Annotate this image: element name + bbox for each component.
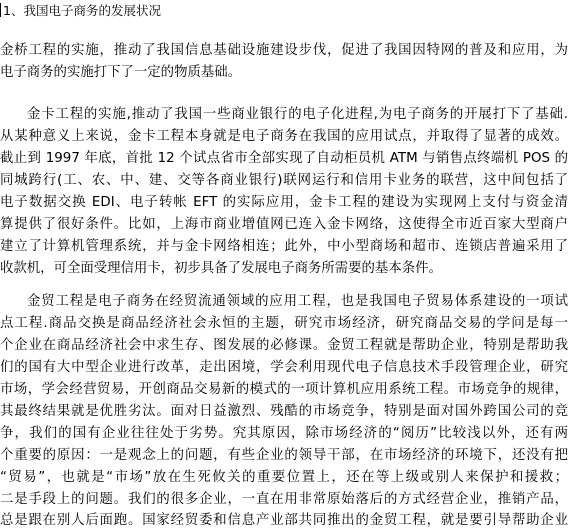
paragraph-3-line: 二是手段上的问题。我们的很多企业，一直在用非常原始落后的方式经营企业，推销产品， [0, 492, 568, 507]
paragraph-2-line: 电子数据交换 EDI、电子转帐 EFT 的实际应用，金卡工程的建设为实现网上支付与资金清 [0, 195, 568, 210]
paragraph-3-line: 争，我们的国有企业往往处于劣势。究其原因，除市场经济的“阅历”比较浅以外，还有两 [0, 426, 568, 441]
paragraph-3-line: 市场，学会经营贸易，开创商品交易新的模式的一项计算机应用系统工程。市场竞争的规律， [0, 382, 568, 397]
paragraph-2-line: 从某种意义上来说，金卡工程本身就是电子商务在我国的应用试点，并取得了显著的成效。 [0, 129, 568, 144]
paragraph-3-line: 个重要的原因：一是观念上的问题，有些企业的领导干部，在市场经济的环境下，还没有把 [0, 448, 568, 463]
paragraph-2-line: 算提供了很好条件。比如，上海市商业增值网已连入金卡网络，这使得全市近百家大型商户 [0, 217, 568, 232]
paragraph-1-line: 电子商务的实施打下了一定的物质基础。 [0, 65, 242, 80]
paragraph-2-line: 建立了计算机管理系统，并与金卡网络相连；此外，中小型商场和超市、连锁店普遍采用了 [0, 239, 568, 254]
paragraph-2-line: 同城跨行(工、农、中、建、交等各商业银行)联网运行和信用卡业务的联营，这中间包括了 [0, 173, 568, 188]
paragraph-1-line: 金桥工程的实施，推动了我国信息基础设施建设步伐，促进了我国因特网的普及和应用，为 [0, 43, 568, 58]
paragraph-2-line: 金卡工程的实施,推动了我国一些商业银行的电子化进程,为电子商务的开展打下了基础. [27, 107, 568, 122]
paragraph-2-line: 收款机，可全面受理信用卡，初步具备了发展电子商务所需要的基本条件。 [0, 261, 442, 276]
paragraph-3-line: 总是跟在别人后面跑。国家经贸委和信息产业部共同推出的金贸工程，就是要引导帮助企业 [0, 513, 568, 528]
paragraph-3-line: 们的国有大中型企业进行改革，走出困境，学会利用现代电子信息技术手段管理企业，研究 [0, 360, 568, 375]
paragraph-3-line: 其最终结果就是优胜劣汰。面对日益激烈、残酷的市场竞争，特别是面对国外跨国公司的竞 [0, 404, 568, 419]
text-cursor-icon [0, 3, 2, 17]
paragraph-3-line: 点工程.商品交换是商品经济社会永恒的主题，研究市场经济，研究商品交易的学问是每一 [0, 316, 568, 331]
paragraph-3-line: “贸易”，也就是“市场”放在生死攸关的重要位置上，还在等上级或别人来保护和援救； [0, 470, 568, 485]
section-heading-text: 1、我国电子商务的发展状况 [3, 3, 161, 18]
paragraph-3-line: 个企业在商品经济社会中求生存、图发展的必修课。金贸工程就是帮助企业，特别是帮助我 [0, 338, 568, 353]
paragraph-2-line: 截止到 1997 年底，首批 12 个试点省市全部实现了自动柜员机 ATM 与销售点终端机 POS 的 [0, 151, 568, 166]
section-heading [0, 3, 161, 19]
paragraph-3-line: 金贸工程是电子商务在经贸流通领域的应用工程，也是我国电子贸易体系建设的一项试 [27, 294, 568, 309]
